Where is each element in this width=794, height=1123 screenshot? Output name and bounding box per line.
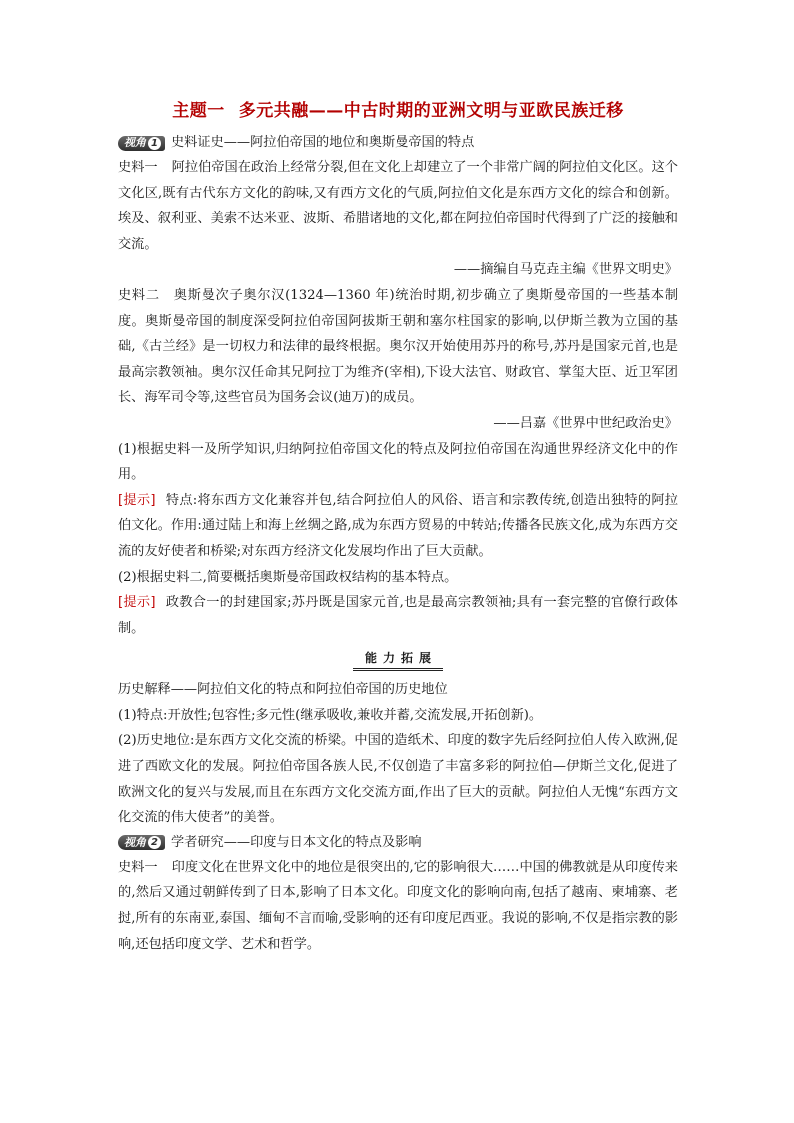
perspective-2-heading [118,831,678,855]
title-main: 多元共融——中古时期的亚洲文明与亚欧民族迁移 [238,101,624,121]
ability-point-1: (1)特点:开放性;包容性;多元性(继承吸收,兼收并蓄,交流发展,开拓创新)。 [118,707,543,723]
badge-number: 1 [148,137,161,150]
perspective-badge: 视角 1 [118,136,165,151]
ability-heading: 历史解释——阿拉伯文化的特点和阿拉伯帝国的历史地位 [118,682,448,698]
source-label: 史料一 [118,160,158,175]
ability-point-2: (2)历史地位:是东西方文化交流的桥梁。中国的造纸术、印度的数字先后经阿拉伯人传入欧洲,促进了西欧文化的发展。阿拉伯帝国各族人民,不仅创造了丰富多彩的阿拉伯—伊斯兰文化,促进了欧洲文化的复兴与发展,而且在东西方文化交流方面,作出了巨大的贡献。阿拉伯人无愧“东西方文化交流的伟大使者”的美誉。 [118,733,678,826]
document-page [118,92,678,957]
question-2: (2)根据史料二,简要概括奥斯曼帝国政权结构的基本特点。 [118,569,458,585]
source-1-paragraph: 史料一 阿拉伯帝国在政治上经常分裂,但在文化上却建立了一个非常广阔的阿拉伯文化区。这个文化区,既有古代东方文化的韵味,又有西方文化的气质,阿拉伯文化是东西方文化的综合和创新。埃及、叙利亚、美索不达米亚、波斯、希腊诸地的文化,都在阿拉伯帝国时代得到了广泛的接触和交流。 [118,160,678,252]
hint-label: [提示] [118,492,156,508]
source-1-citation: ——摘编自马克垚主编《世界文明史》 [453,262,678,278]
hint-label: [提示] [118,595,156,611]
source-3-paragraph: 史料一 印度文化在世界文化中的地位是很突出的,它的影响很大……中国的佛教就是从印度传来的,然后又通过朝鲜传到了日本,影响了日本文化。印度文化的影响向南,包括了越南、柬埔寨、老挝,所有的东南亚,泰国、缅甸不言而喻,受影响的还有印度尼西亚。我说的影响,不仅是指宗教的影响,还包括印度文学、艺术和哲学。 [118,859,678,952]
source-label: 史料一 [118,859,158,875]
ability-section-title: 能力拓展 [118,647,678,673]
badge-number: 2 [148,836,161,849]
question-1: (1)根据史料一及所学知识,归纳阿拉伯帝国文化的特点及阿拉伯帝国在沟通世界经济文化中的作用。 [118,441,678,483]
perspective-1-heading [118,131,678,155]
source-2-paragraph: 史料二 奥斯曼次子奥尔汉(1324—1360 年)统治时期,初步确立了奥斯曼帝国的一些基本制度。奥斯曼帝国的制度深受阿拉伯帝国阿拔斯王朝和塞尔柱国家的影响,以伊斯兰教为立国的基础,《古兰经》是一切权力和法律的最终根据。奥尔汉开始使用苏丹的称号,苏丹是国家元首,也是最高宗教领袖。奥尔汉任命其兄阿拉丁为维齐(宰相),下设大法官、财政官、掌玺大臣、近卫军团长、海军司令等,这些官员为国务会议(迪万)的成员。 [118,287,679,406]
source-label: 史料二 [118,287,160,303]
perspective-1-title: 史料证史——阿拉伯帝国的地位和奥斯曼帝国的特点 [171,135,475,150]
answer-2: [提示] 政教合一的封建国家;苏丹既是国家元首,也是最高宗教领袖;具有一套完整的官僚行政体制。 [118,595,678,636]
perspective-2-title: 学者研究——印度与日本文化的特点及影响 [171,834,422,850]
source-2-citation: ——吕嘉《世界中世纪政治史》 [493,415,678,431]
page-title [118,96,678,121]
answer-1: [提示] 特点:将东西方文化兼容并包,结合阿拉伯人的风俗、语言和宗教传统,创造出独特的阿拉伯文化。作用:通过陆上和海上丝绸之路,成为东西方贸易的中转站;传播各民族文化,成为东西方交流的友好使者和桥梁;对东西方经济文化发展均作出了巨大贡献。 [118,492,678,559]
title-theme: 主题一 [172,101,225,121]
perspective-badge: 视角 2 [118,835,165,850]
